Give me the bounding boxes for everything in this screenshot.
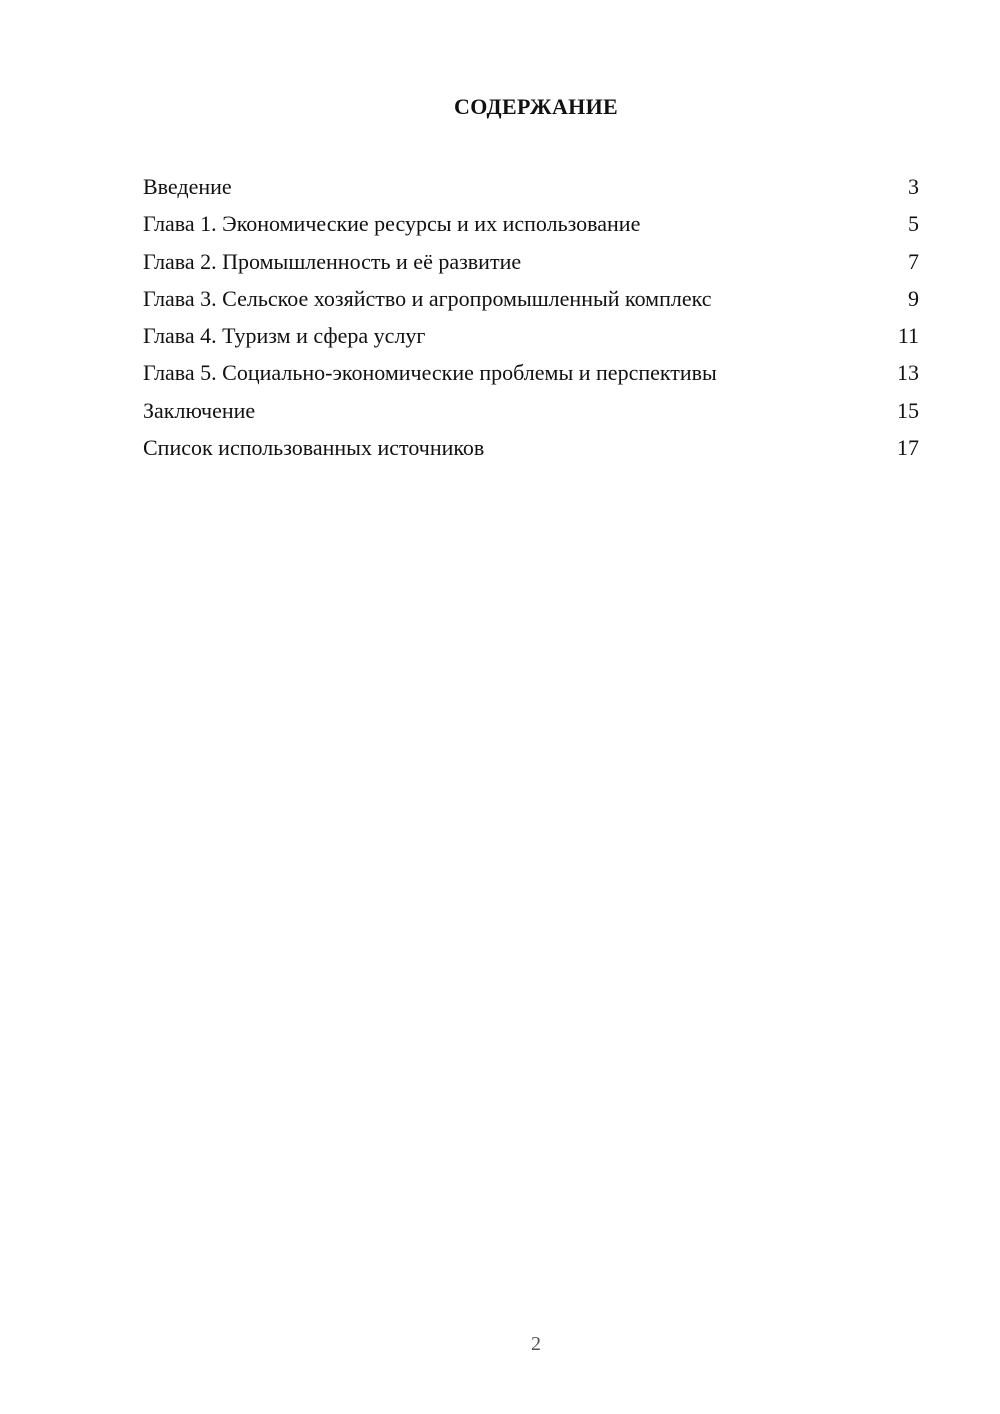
toc-entry-page: 3 xyxy=(908,174,919,199)
toc-entry-chapter-3 xyxy=(143,280,919,317)
page-number: 2 xyxy=(531,1333,541,1355)
toc-entry-title: Введение xyxy=(143,174,232,199)
toc-entry-page: 11 xyxy=(897,323,919,349)
toc-entry-conclusion xyxy=(143,392,919,429)
toc-entry-title: Заключение xyxy=(143,397,256,423)
table-of-contents xyxy=(143,168,919,466)
page-title: СОДЕРЖАНИЕ xyxy=(454,94,618,119)
toc-entry-chapter-2 xyxy=(143,243,919,280)
toc-entry-title: Глава 2. Промышленность и её развитие xyxy=(143,248,522,274)
toc-entry-chapter-1 xyxy=(143,205,919,242)
toc-entry-page: 9 xyxy=(908,285,919,311)
toc-entry-page: 17 xyxy=(897,435,919,461)
toc-entry-title: Глава 1. Экономические ресурсы и их использование xyxy=(143,211,641,237)
toc-entry-page: 13 xyxy=(897,360,919,386)
toc-entry-title: Глава 5. Социально-экономические проблемы и перспективы xyxy=(143,360,717,386)
toc-entry-title: Глава 3. Сельское хозяйство и агропромышленный комплекс xyxy=(143,285,712,311)
toc-entry-title: Глава 4. Туризм и сфера услуг xyxy=(143,323,426,349)
toc-entry-introduction xyxy=(143,168,919,205)
toc-entry-page: 7 xyxy=(908,248,919,274)
toc-entry-title: Список использованных источников xyxy=(143,435,485,461)
toc-entry-chapter-4 xyxy=(143,317,919,354)
toc-entry-references xyxy=(143,429,919,466)
toc-entry-chapter-5 xyxy=(143,354,919,391)
toc-entry-page: 15 xyxy=(897,397,919,423)
toc-entry-page: 5 xyxy=(908,211,919,237)
